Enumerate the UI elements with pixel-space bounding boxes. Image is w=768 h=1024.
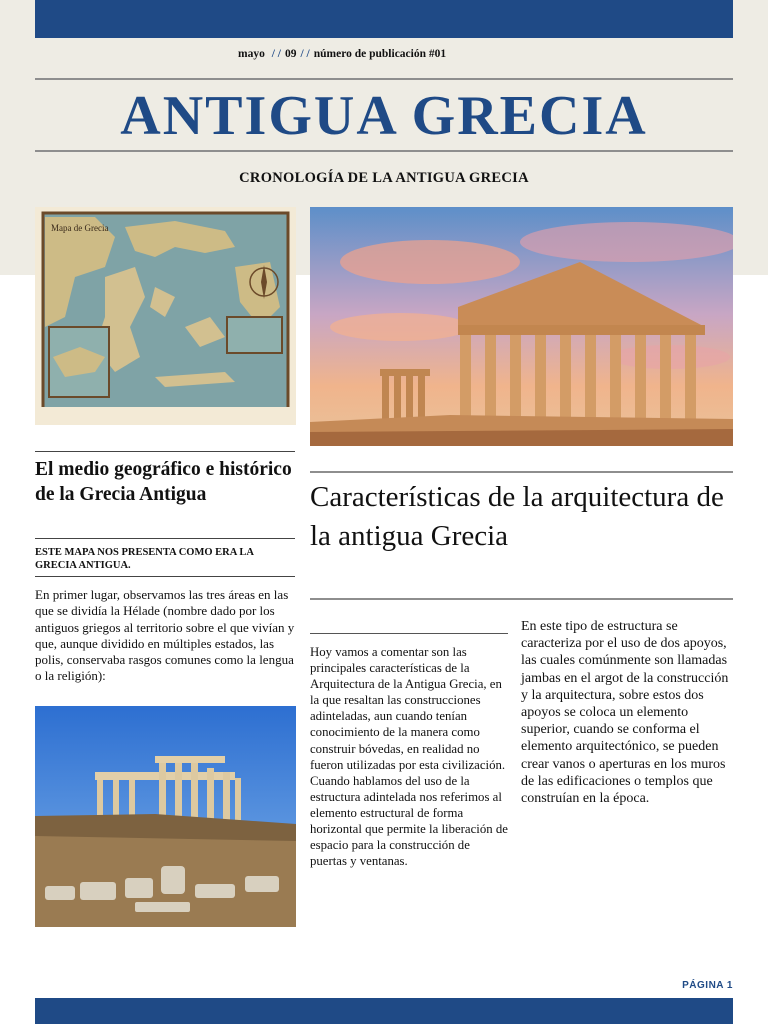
date-day: 09	[284, 48, 297, 60]
left-article-heading: El medio geográfico e histórico de la Grecia Antigua	[35, 459, 292, 505]
left-article-body: En primer lugar, observamos las tres áreas en las que se dividía la Hélade (nombre dado por los antiguos griegos al territorio sobre el que vivían y que, aunque dividido en múltiples estados, las polis, conservaba rasgos comunes como la lengua o la religión):	[35, 587, 295, 684]
left-caption-rule-top	[35, 538, 295, 539]
map-title-text: Mapa de Grecia	[51, 223, 109, 233]
parthenon-photo	[310, 207, 733, 446]
page-number: PÁGINA 1	[682, 980, 733, 991]
masthead-rule-bottom	[35, 150, 733, 152]
main-article-column-1: Hoy vamos a comentar son las principales características de la Arquitectura de la Antigua Grecia, en la que resaltan las construcciones adinteladas, aun cuando tenían conocimiento de la manera como construir bóvedas, en realidad no fueron utilizadas por esta civilización. Cuando hablamos del uso de la estructura adintelada nos referimos al elemento estructural de forma horizontal que permite la liberación de espacio para la construcción de puertas y ventanas.	[310, 645, 508, 869]
main-heading-rule-bottom	[310, 598, 733, 600]
masthead-title: ANTIGUA GRECIA	[120, 85, 648, 147]
main-article-heading: Características de la arquitectura de la antigua Grecia	[310, 481, 724, 552]
date-separator: / /	[271, 48, 281, 60]
temple-ruins-photo	[35, 706, 296, 927]
date-month: mayo	[238, 48, 265, 60]
left-heading-rule	[35, 451, 295, 452]
greece-map-image	[35, 207, 296, 425]
newsletter-subtitle: CRONOLOGÍA DE LA ANTIGUA GRECIA	[239, 170, 529, 186]
bottom-color-bar	[35, 998, 733, 1024]
main-article-column-2: En este tipo de estructura se caracteriza por el uso de dos apoyos, las cuales comúnmente son llamadas jambas en el argot de la construcción y la arquitectura, sobre estos dos apoyos se coloca un elemento superior, cuando se conforma el elemento arquitectónico, se pueden crear vanos o aperturas en los muros de las edificaciones o templos que construían en la época.	[521, 619, 729, 807]
main-heading-rule-top	[310, 471, 733, 473]
date-separator: / /	[300, 48, 310, 60]
dateline	[238, 48, 446, 60]
top-color-bar	[35, 0, 733, 38]
issue-number: número de publicación #01	[313, 48, 447, 60]
col1-rule	[310, 633, 508, 634]
map-caption: ESTE MAPA NOS PRESENTA COMO ERA LA GRECIA ANTIGUA.	[35, 547, 254, 571]
left-caption-rule-bottom	[35, 576, 295, 577]
